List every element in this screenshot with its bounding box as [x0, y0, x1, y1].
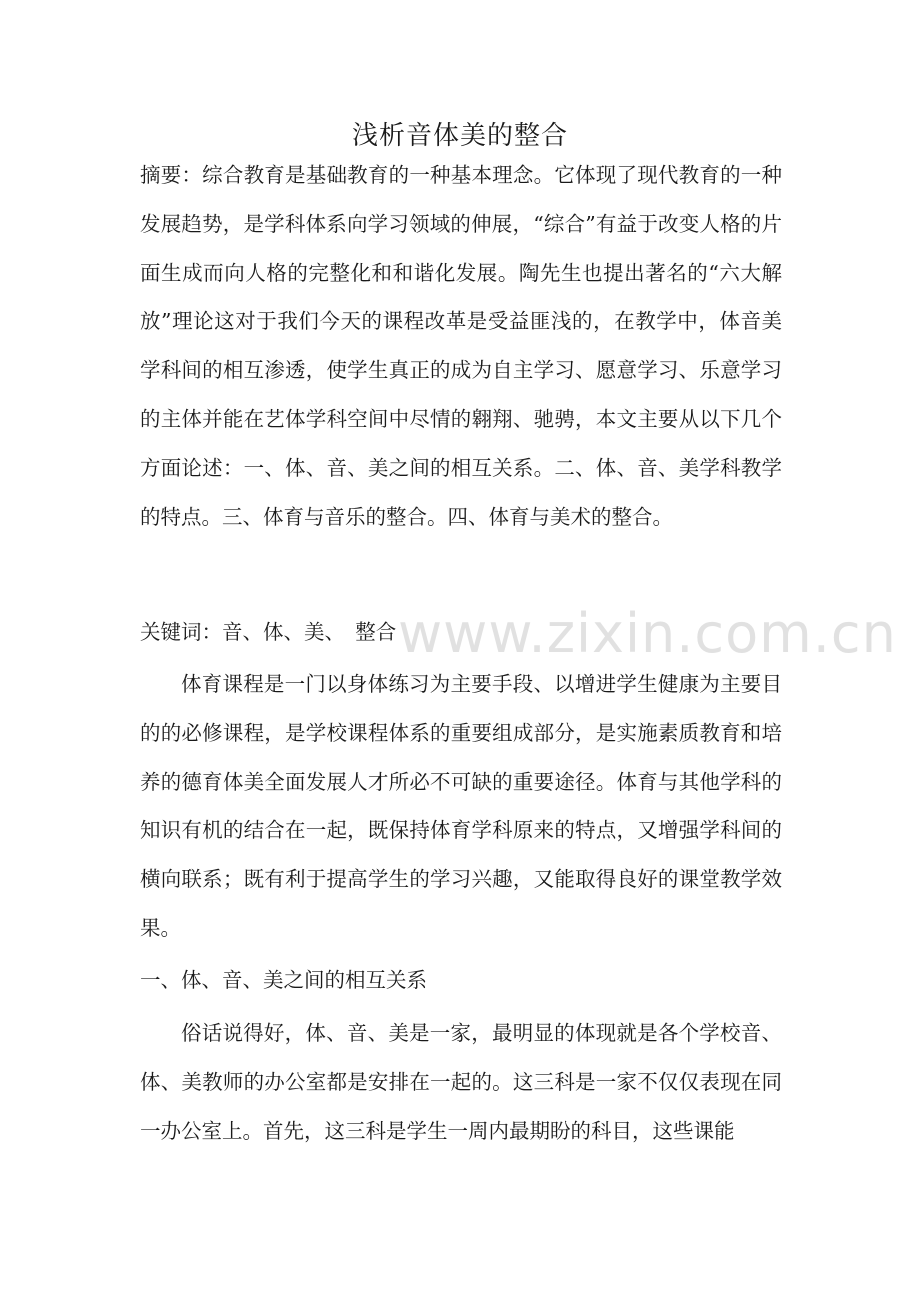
body-paragraph-1: 体育课程是一门以身体练习为主要手段、以增进学生健康为主要目的的必修课程，是学校课程体系的重要组成部分，是实施素质教育和培养的德育体美全面发展人才所必不可缺的重要途径。体育与其他学科的知识有机的结合在一起，既保持体育学科原来的特点，又增强学科间的横向联系；既有利于提高学生的学习兴趣，又能取得良好的课堂教学效果。 [140, 672, 782, 940]
keywords-line: 关键词：音、体、美、 整合 [140, 620, 397, 644]
watermark-text: www.zixin.com.cn [398, 602, 897, 665]
document-title: 浅析音体美的整合 [351, 121, 568, 151]
section-heading-1: 一、体、音、美之间的相互关系 [140, 968, 427, 992]
abstract-paragraph: 摘要：综合教育是基础教育的一种基本理念。它体现了现代教育的一种发展趋势，是学科体系向学习领域的伸展，“综合”有益于改变人格的片面生成而向人格的完整化和和谐化发展。陶先生也提出著名的“六大解放”理论这对于我们今天的课程改革是受益匪浅的，在教学中，体音美学科间的相互渗透，使学生真正的成为自主学习、愿意学习、乐意学习的主体并能在艺体学科空间中尽情的翱翔、驰骋，本文主要从以下几个方面论述：一、体、音、美之间的相互关系。二、体、音、美学科教学的特点。三、体育与音乐的整合。四、体育与美术的整合。 [140, 163, 782, 529]
body-paragraph-2: 俗话说得好，体、音、美是一家，最明显的体现就是各个学校音、体、美教师的办公室都是安排在一起的。这三科是一家不仅仅表现在同一办公室上。首先，这三科是学生一周内最期盼的科目，这些课能 [140, 1021, 782, 1143]
